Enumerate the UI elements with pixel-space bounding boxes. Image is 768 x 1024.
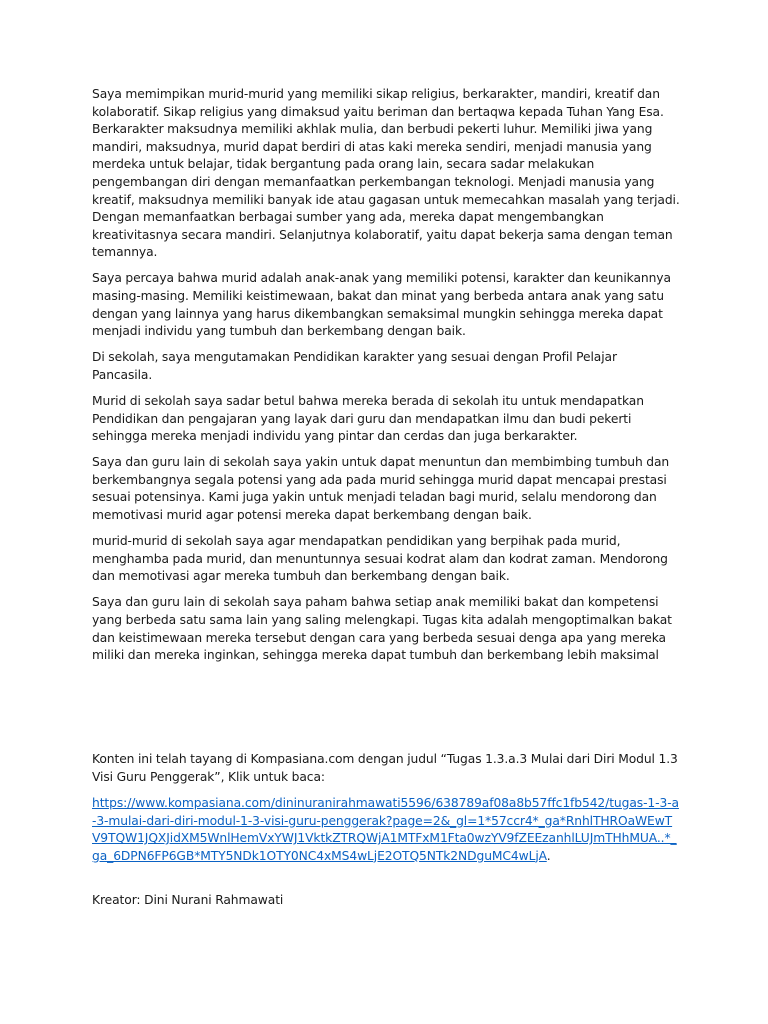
creator-credit: Kreator: Dini Nurani Rahmawati	[92, 892, 284, 907]
source-link[interactable]: https://www.kompasiana.com/dininuranirahmawati5596/638789af08a8b57ffc1fb542/tugas-1-3-a-3-mulai-dari-diri-modul-1-3-visi-guru-penggerak?page=2&_gl=1*57ccr4*_ga*RnhlTHROaWEwTV9TQW1JQXJidXM5WnlHemVxYWJ1VktkZTRQWjA1MTFxM1Fta0wzYV9fZEEzanhlLUJmTHhMUA..*_ga_6DPN6FP6GB*MTY5NDk1OTY0NC4xMS4wLjE2OTQ5NTk2NDguMC4wLjA	[92, 796, 679, 863]
body-paragraph: Saya memimpikan murid-murid yang memiliki sikap religius, berkarakter, mandiri, kreatif dan kolaboratif. Sikap religius yang dimaksud yaitu beriman dan bertaqwa kepada Tuhan Yang Esa. Berkarakter maksudnya memiliki akhlak mulia, dan berbudi pekerti luhur. Memiliki jiwa yang mandiri, maksudnya, murid dapat berdiri di atas kaki mereka sendiri, menjadi manusia yang merdeka untuk belajar, tidak bergantung pada orang lain, secara sadar melakukan pengembangan diri dengan memanfaatkan perkembangan teknologi. Menjadi manusia yang kreatif, maksudnya memiliki banyak ide atau gagasan untuk memecahkan masalah yang terjadi. Dengan memanfaatkan berbagai sumber yang ada, mereka dapat mengembangkan kreativitasnya secara mandiri. Selanjutnya kolaboratif, yaitu dapat bekerja sama dengan teman temannya.	[92, 87, 680, 260]
link-period: .	[546, 848, 551, 863]
body-paragraph: Murid di sekolah saya sadar betul bahwa mereka berada di sekolah itu untuk mendapatkan Pendidikan dan pengajaran yang layak dari guru dan mendapatkan ilmu dan budi pekerti sehingga mereka menjadi individu yang pintar dan cerdas dan juga berkarakter.	[92, 394, 644, 444]
body-paragraph: Saya dan guru lain di sekolah saya paham bahwa setiap anak memiliki bakat dan kompetensi yang berbeda satu sama lain yang saling melengkapi. Tugas kita adalah mengoptimalkan bakat dan keistimewaan mereka tersebut dengan cara yang berbeda sesuai denga apa yang mereka miliki dan mereka inginkan, sehingga mereka dapat tumbuh dan berkembang lebih maksimal	[92, 595, 672, 663]
blank-space	[92, 874, 680, 892]
body-paragraph: Saya dan guru lain di sekolah saya yakin untuk dapat menuntun dan membimbing tumbuh dan berkembangnya segala potensi yang ada pada murid sehingga murid dapat mencapai prestasi sesuai potensinya. Kami juga yakin untuk menjadi teladan bagi murid, selalu mendorong dan memotivasi murid agar potensi mereka dapat berkembang dengan baik.	[92, 455, 670, 523]
body-paragraph: Saya percaya bahwa murid adalah anak-anak yang memiliki potensi, karakter dan keunikannya masing-masing. Memiliki keistimewaan, bakat dan minat yang berbeda antara anak yang satu dengan yang lainnya yang harus dikembangkan semaksimal mungkin sehingga mereka dapat menjadi individu yang tumbuh dan berkembang dengan baik.	[92, 271, 671, 339]
blank-space	[92, 673, 680, 751]
body-paragraph: Di sekolah, saya mengutamakan Pendidikan karakter yang sesuai dengan Profil Pelajar Pancasila.	[92, 350, 617, 382]
source-link-paragraph	[92, 795, 680, 865]
document-page	[92, 86, 680, 918]
source-note: Konten ini telah tayang di Kompasiana.com dengan judul “Tugas 1.3.a.3 Mulai dari Diri Modul 1.3 Visi Guru Penggerak”, Klik untuk baca:	[92, 752, 678, 784]
body-paragraph: murid-murid di sekolah saya agar mendapatkan pendidikan yang berpihak pada murid, menghamba pada murid, dan menuntunnya sesuai kodrat alam dan kodrat zaman. Mendorong dan memotivasi agar mereka tumbuh dan berkembang dengan baik.	[92, 534, 668, 584]
